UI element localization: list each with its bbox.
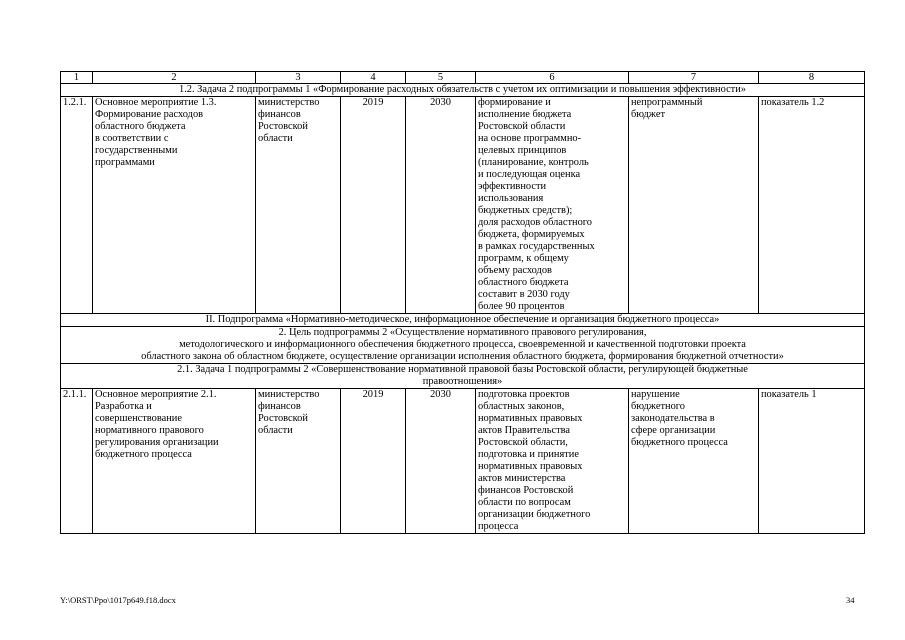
page-number: 34 — [846, 595, 855, 605]
goal-heading: 2. Цель подпрограммы 2 «Осуществление нормативного правового регулирования, методологического и информационного обеспечения бюджетного процесса, своевременной и качественной подготовки проекта областного закона об областном бюджете, осуществление организации исполнения областного бюджета, формирования бюджетной отчетности» — [61, 327, 865, 364]
row-number: 1.2.1. — [61, 97, 93, 314]
start-year: 2019 — [341, 389, 406, 534]
indicator-link: показатель 1 — [759, 389, 865, 534]
table-row — [61, 389, 865, 534]
section-row-task-2-1 — [61, 364, 865, 389]
subprogram-heading: II. Подпрограмма «Нормативно-методическое, информационное обеспечение и организация бюджетного процесса» — [61, 314, 865, 327]
consequence: нарушение бюджетного законодательства в сфере организации бюджетного процесса — [629, 389, 759, 534]
table-row — [61, 97, 865, 314]
section-row-goal-2 — [61, 327, 865, 364]
column-number-cell: 1 — [61, 72, 93, 84]
task-heading: 1.2. Задача 2 подпрограммы 1 «Формирование расходных обязательств с учетом их оптимизации и повышения эффективности» — [61, 84, 865, 97]
row-number: 2.1.1. — [61, 389, 93, 534]
measure-name: Основное мероприятие 1.3. Формирование расходов областного бюджета в соответствии с государственными программами — [93, 97, 256, 314]
program-table — [60, 71, 865, 534]
column-number-cell: 2 — [93, 72, 256, 84]
start-year: 2019 — [341, 97, 406, 314]
column-number-cell: 3 — [256, 72, 341, 84]
indicator-link: показатель 1.2 — [759, 97, 865, 314]
section-row-subprogram-2 — [61, 314, 865, 327]
consequence: непрограммный бюджет — [629, 97, 759, 314]
column-number-cell: 7 — [629, 72, 759, 84]
expected-result: формирование и исполнение бюджета Ростовской области на основе программно- целевых принципов (планирование, контроль и последующая оценка эффективности использования бюджетных средств); доля расходов областного бюджета, формируемых в рамках государственных программ, к общему объему расходов областного бюджета составит в 2030 году более 90 процентов — [476, 97, 629, 314]
column-number-cell: 8 — [759, 72, 865, 84]
task-heading: 2.1. Задача 1 подпрограммы 2 «Совершенствование нормативной правовой базы Ростовской области, регулирующей бюджетные правоотношения» — [61, 364, 865, 389]
column-number-cell: 6 — [476, 72, 629, 84]
measure-name: Основное мероприятие 2.1. Разработка и совершенствование нормативного правового регулирования организации бюджетного процесса — [93, 389, 256, 534]
column-number-cell: 5 — [406, 72, 476, 84]
file-path-footer: Y:\ORST\Ppo\1017p649.f18.docx — [60, 595, 176, 605]
executor: министерство финансов Ростовской области — [256, 97, 341, 314]
end-year: 2030 — [406, 97, 476, 314]
section-row-task-1-2 — [61, 84, 865, 97]
expected-result: подготовка проектов областных законов, нормативных правовых актов Правительства Ростовской области, подготовка и принятие нормативных правовых актов министерства финансов Ростовской области по вопросам организации бюджетного процесса — [476, 389, 629, 534]
column-number-row — [61, 72, 865, 84]
column-number-cell: 4 — [341, 72, 406, 84]
executor: министерство финансов Ростовской области — [256, 389, 341, 534]
end-year: 2030 — [406, 389, 476, 534]
